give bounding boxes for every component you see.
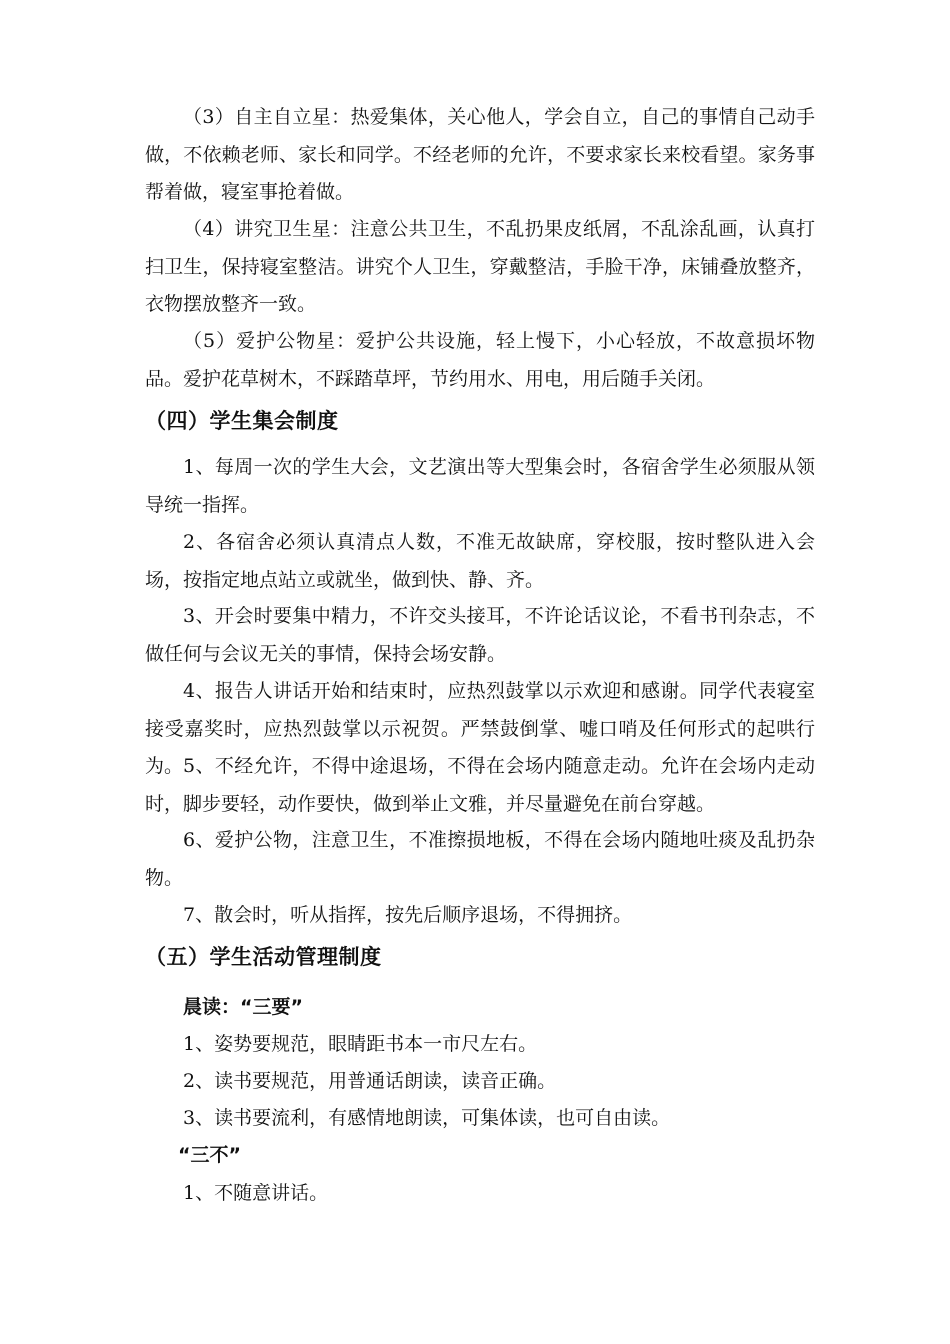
assembly-rule-1: 1、每周一次的学生大会，文艺演出等大型集会时，各宿舍学生必须服从领导统一指挥。 xyxy=(145,456,815,516)
section-heading-assembly: （四）学生集会制度 xyxy=(145,409,339,433)
assembly-rule-7: 7、散会时，听从指挥，按先后顺序退场，不得拥挤。 xyxy=(183,904,633,926)
assembly-rule-5: 5、不经允许，不得中途退场，不得在会场内随意走动。允许在会场内走动时，脚步要轻，动作要快，做到举止文雅，并尽量避免在前台穿越。 xyxy=(145,755,815,815)
star-item-hygiene: （4）讲究卫生星：注意公共卫生，不乱扔果皮纸屑，不乱涂乱画，认真打扫卫生，保持寝室整洁。讲究个人卫生，穿戴整洁，手脸干净，床铺叠放整齐，衣物摆放整齐一致。 xyxy=(145,218,815,315)
three-nots-heading: “三不” xyxy=(178,1144,241,1166)
star-item-self-reliance: （3）自主自立星：热爱集体，关心他人，学会自立，自己的事情自己动手做，不依赖老师、家长和同学。不经老师的允许，不要求家长来校看望。家务事帮着做，寝室事抢着做。 xyxy=(145,106,815,203)
star-item-public-property: （5）爱护公物星：爱护公共设施，轻上慢下，小心轻放，不故意损坏物品。爱护花草树木，不踩踏草坪，节约用水、用电，用后随手关闭。 xyxy=(145,330,815,390)
morning-reading-heading: 晨读：“三要” xyxy=(183,996,303,1018)
three-musts-item-1: 1、姿势要规范，眼睛距书本一市尺左右。 xyxy=(183,1033,538,1055)
three-musts-item-3: 3、读书要流利，有感情地朗读，可集体读，也可自由读。 xyxy=(183,1107,671,1129)
assembly-rule-2: 2、各宿舍必须认真清点人数，不准无故缺席，穿校服，按时整队进入会场，按指定地点站立或就坐，做到快、静、齐。 xyxy=(145,531,815,591)
section-heading-activities: （五）学生活动管理制度 xyxy=(145,945,382,969)
three-nots-item-1: 1、不随意讲话。 xyxy=(183,1182,329,1204)
three-musts-item-2: 2、读书要规范，用普通话朗读，读音正确。 xyxy=(183,1070,557,1092)
assembly-rule-3: 3、开会时要集中精力，不许交头接耳，不许论话议论，不看书刊杂志，不做任何与会议无关的事情，保持会场安静。 xyxy=(145,605,815,665)
assembly-rule-6: 6、爱护公物，注意卫生，不准擦损地板，不得在会场内随地吐痰及乱扔杂物。 xyxy=(145,829,815,889)
assembly-rule-4: 4、报告人讲话开始和结束时，应热烈鼓掌以示欢迎和感谢。同学代表寝室接受嘉奖时，应热烈鼓掌以示祝贺。严禁鼓倒掌、嘘口哨及任何形式的起哄行为。 xyxy=(145,680,815,777)
